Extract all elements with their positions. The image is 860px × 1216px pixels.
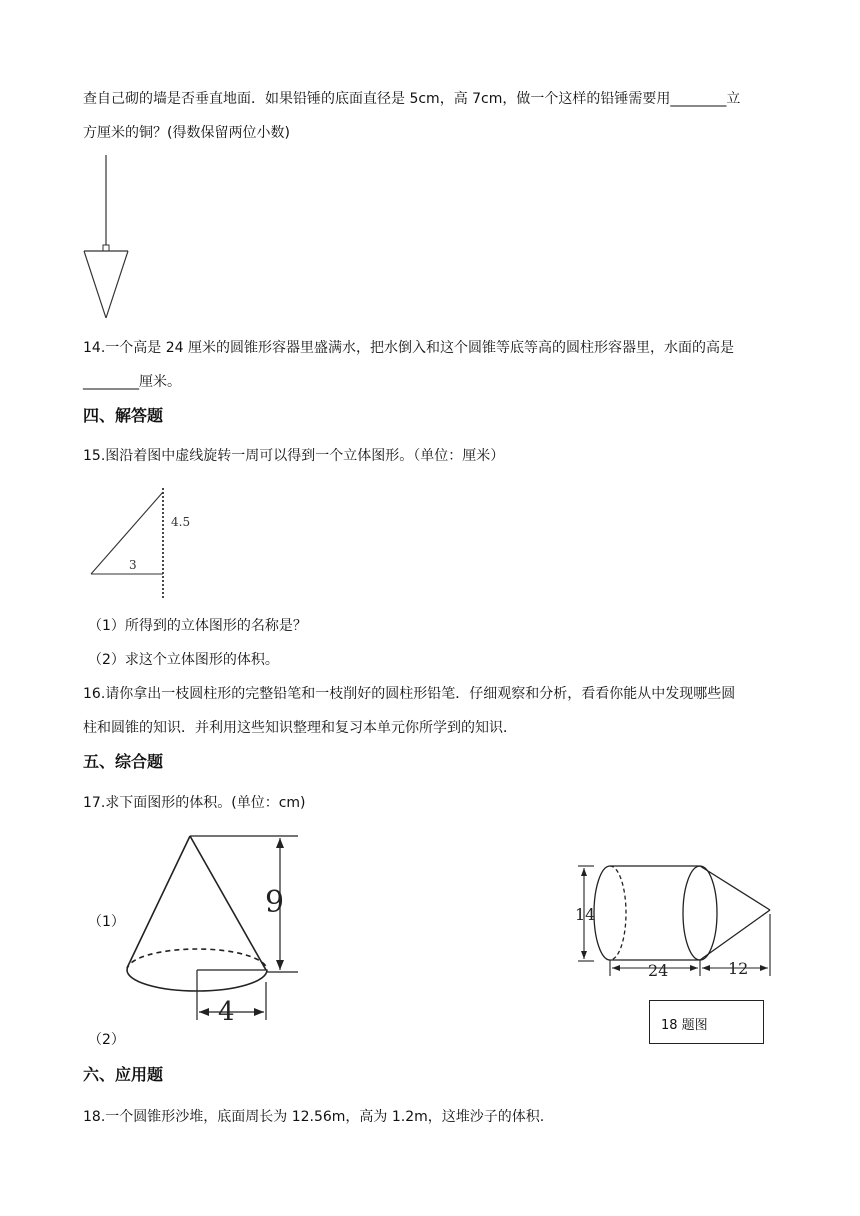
q17-label-2: （2） (88, 1032, 125, 1048)
section-6-title: 六、应用题 (83, 1065, 164, 1084)
q16-line1: 16.请你拿出一枝圆柱形的完整铅笔和一枝削好的圆柱形铅笔．仔细观察和分析，看看你能从中发现哪些圆 (83, 686, 736, 702)
q17-label-1: （1） (88, 914, 125, 930)
figure-18-caption-box: 18 题图 (649, 1000, 764, 1044)
q18-text: 18.一个圆锥形沙堆，底面周长为 12.56m，高为 1.2m，这堆沙子的体积. (83, 1109, 545, 1125)
section-4-title: 四、解答题 (83, 406, 164, 425)
q16-line2: 柱和圆锥的知识．并利用这些知识整理和复习本单元你所学到的知识． (83, 720, 517, 736)
cone2-height-label: 12 (728, 959, 749, 978)
q17-stem: 17.求下面图形的体积。(单位：cm) (83, 795, 306, 811)
cone-radius-label: 4 (218, 997, 235, 1027)
q15-triangle-figure (85, 488, 205, 603)
q15-base-label: 3 (129, 558, 137, 572)
cylinder-cone-figure (572, 858, 782, 978)
q15-sub1: （1）所得到的立体图形的名称是？ (88, 618, 307, 634)
q14-line2: ________厘米。 (83, 374, 181, 390)
cone-height-label: 9 (265, 885, 285, 920)
q13-line1: 查自己砌的墙是否垂直地面．如果铅锤的底面直径是 5cm，高 7cm，做一个这样的铅锤需要用________立 (83, 91, 741, 107)
q15-stem: 15.图沿着图中虚线旋转一周可以得到一个立体图形。（单位：厘米） (83, 448, 505, 464)
q15-sub2: （2）求这个立体图形的体积。 (88, 652, 279, 668)
cyl-diameter-label: 14 (575, 905, 596, 924)
q15-height-label: 4.5 (171, 515, 191, 529)
section-5-title: 五、综合题 (83, 752, 164, 771)
cyl-length-label: 24 (648, 961, 669, 980)
cone-figure (120, 830, 300, 1025)
q14-line1: 14.一个高是 24 厘米的圆锥形容器里盛满水，把水倒入和这个圆锥等底等高的圆柱形容器里，水面的高是 (83, 340, 734, 356)
plumb-bob-figure (80, 155, 140, 325)
q13-line2: 方厘米的铜？(得数保留两位小数) (83, 125, 290, 141)
